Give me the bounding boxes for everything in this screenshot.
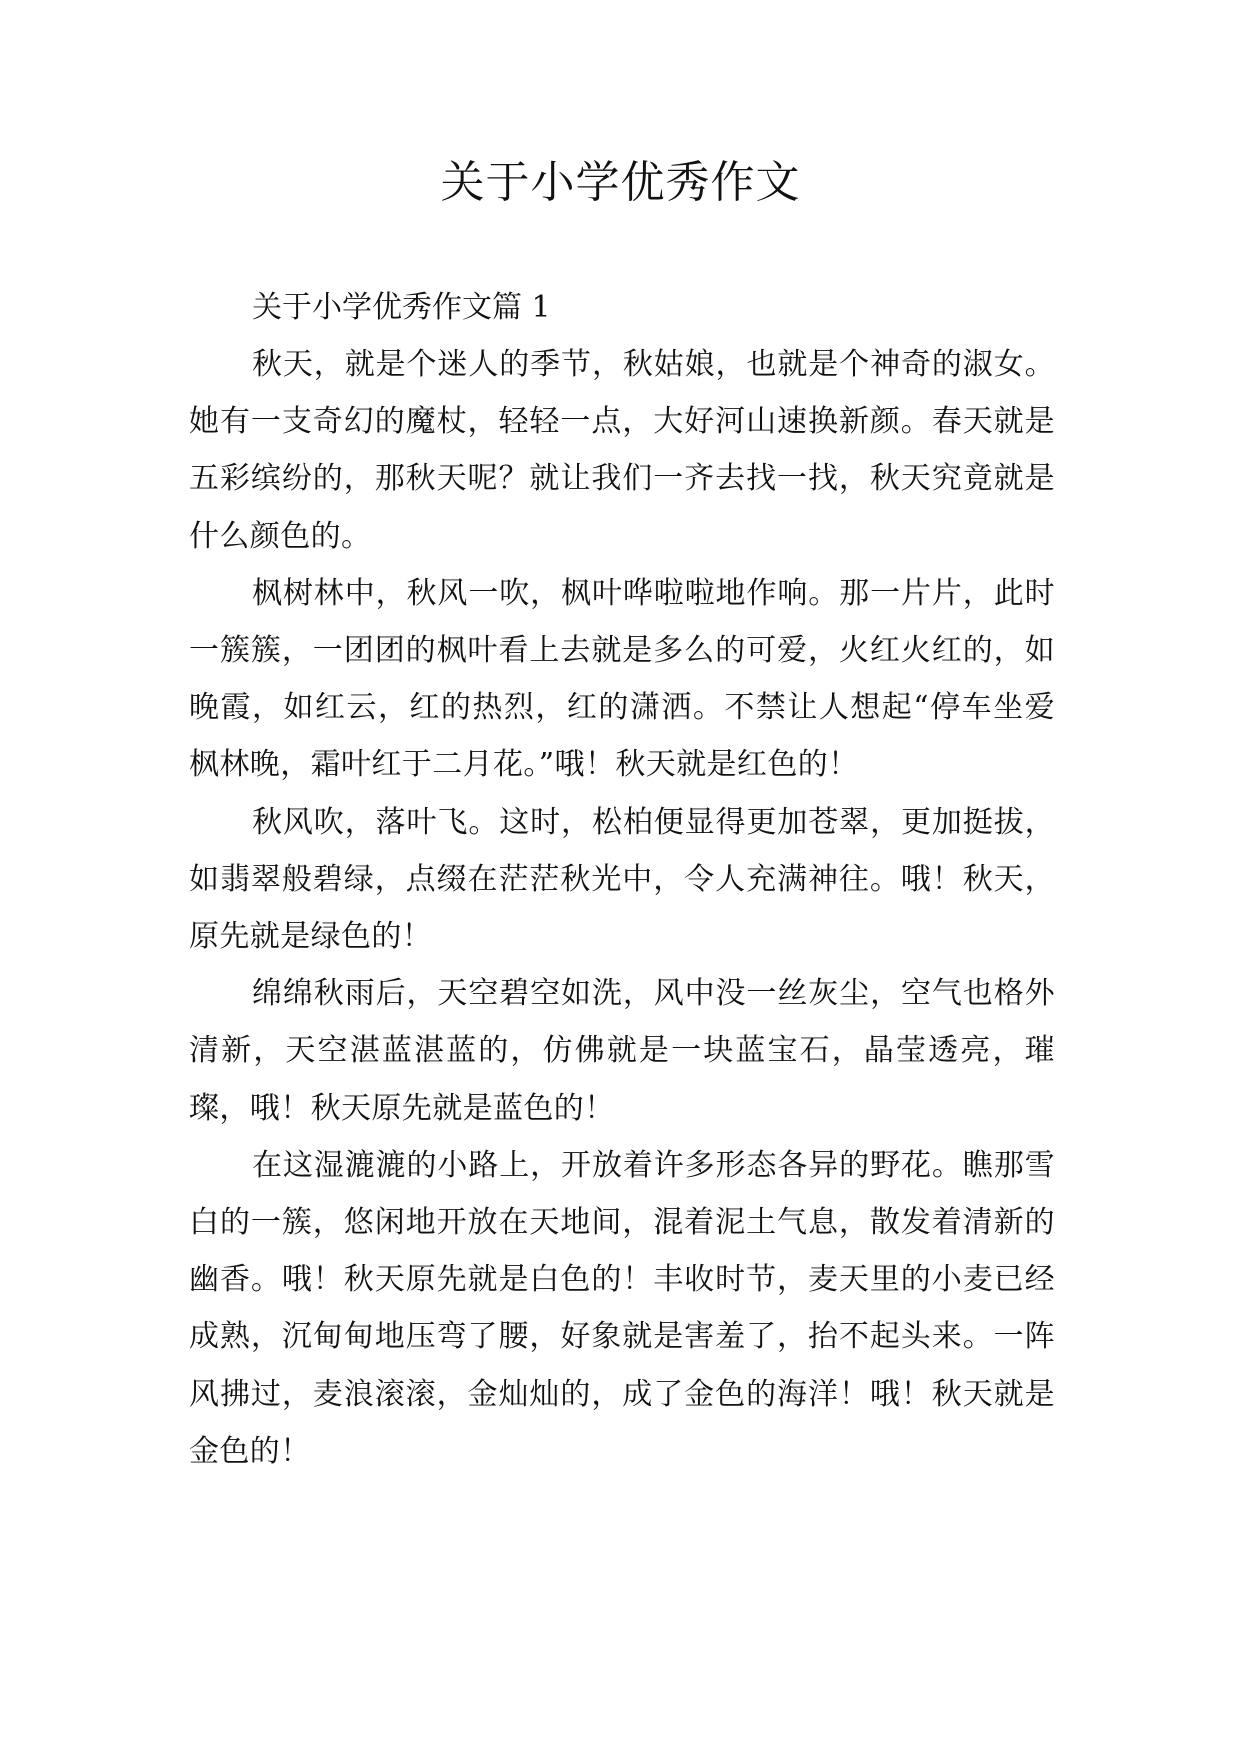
paragraph-2: 枫树林中，秋风一吹，枫叶哗啦啦地作响。那一片片，此时一簇簇，一团团的枫叶看上去就是多么的可爱，火红火红的，如晚霞，如红云，红的热烈，红的潇洒。不禁让人想起“停车坐爱枫林晚，霜叶红于二月花。”哦！秋天就是红色的！: [189, 575, 1055, 783]
paragraph-1: 秋天，就是个迷人的季节，秋姑娘，也就是个神奇的淑女。她有一支奇幻的魔杖，轻轻一点，大好河山速换新颜。春天就是五彩缤纷的，那秋天呢？就让我们一齐去找一找，秋天究竟就是什么颜色的。: [189, 347, 1055, 554]
document-body: [189, 279, 1055, 1480]
document-title: 关于小学优秀作文: [440, 157, 801, 208]
paragraph-5: 在这湿漉漉的小路上，开放着许多形态各异的野花。瞧那雪白的一簇，悠闲地开放在天地间，混着泥土气息，散发着清新的幽香。哦！秋天原先就是白色的！丰收时节，麦天里的小麦已经成熟，沉甸甸地压弯了腰，好象就是害羞了，抬不起头来。一阵风拂过，麦浪滚滚，金灿灿的，成了金色的海洋！哦！秋天就是金色的！: [189, 1147, 1055, 1469]
section-heading: 关于小学优秀作文篇 1: [252, 290, 551, 325]
paragraph-3: 秋风吹，落叶飞。这时，松柏便显得更加苍翠，更加挺拔，如翡翠般碧绿，点缀在茫茫秋光中，令人充满神往。哦！秋天，原先就是绿色的！: [189, 804, 1055, 955]
paragraph-4: 绵绵秋雨后，天空碧空如洗，风中没一丝灰尘，空气也格外清新，天空湛蓝湛蓝的，仿佛就是一块蓝宝石，晶莹透亮，璀璨，哦！秋天原先就是蓝色的！: [189, 976, 1055, 1126]
